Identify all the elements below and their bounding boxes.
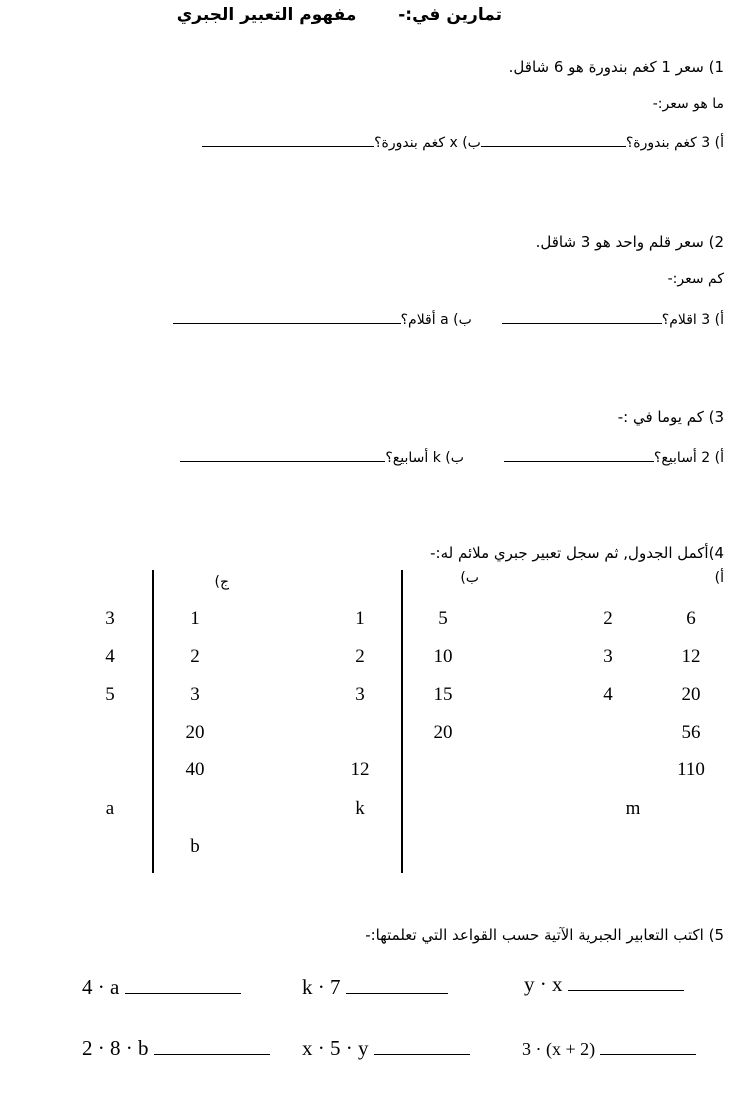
q2-answer-b[interactable] bbox=[173, 309, 401, 324]
table-b-cell: 2 bbox=[355, 646, 365, 667]
q1-part-b: ب) x كغم بندورة؟ bbox=[374, 135, 481, 151]
q2-statement: 2) سعر قلم واحد هو 3 شاقل. bbox=[535, 233, 724, 251]
table-b-cell: 10 bbox=[433, 646, 453, 667]
expression: 2 · 8 · b bbox=[82, 1036, 149, 1060]
table-b-cell: 12 bbox=[350, 759, 370, 780]
expression: x · 5 · y bbox=[302, 1036, 369, 1060]
expression-row bbox=[302, 1036, 470, 1061]
table-a-cell: 4 bbox=[603, 684, 613, 705]
expression: 3 · (x + 2) bbox=[522, 1039, 596, 1059]
table-c-cell: a bbox=[105, 798, 115, 819]
expression-row bbox=[302, 975, 448, 1000]
worksheet-title bbox=[177, 5, 502, 25]
table-a-label: أ) bbox=[714, 570, 724, 586]
expression-row bbox=[524, 972, 684, 997]
title-topic: مفهوم التعبير الجبري bbox=[176, 5, 357, 25]
q4-statement: 4)أكمل الجدول, ثم سجل تعبير جبري ملائم له:- bbox=[430, 544, 724, 562]
expression: k · 7 bbox=[302, 975, 341, 999]
table-b-cell: k bbox=[355, 798, 365, 819]
q1-prompt: ما هو سعر:- bbox=[652, 96, 724, 112]
table-divider-left bbox=[152, 570, 154, 873]
q3-statement: 3) كم يوما في :- bbox=[617, 408, 724, 426]
expression-answer[interactable] bbox=[374, 1036, 470, 1055]
q3-answer-b[interactable] bbox=[180, 447, 385, 462]
table-a-cell: 2 bbox=[603, 608, 613, 629]
expression-row bbox=[522, 1036, 696, 1060]
q3-part-b: ب) k أسابيع؟ bbox=[385, 450, 464, 466]
q1-parts bbox=[202, 132, 724, 151]
q1-statement: 1) سعر 1 كغم بندورة هو 6 شاقل. bbox=[508, 58, 724, 76]
expression-answer[interactable] bbox=[346, 975, 448, 994]
expression-row bbox=[82, 1036, 270, 1061]
q2-answer-a[interactable] bbox=[502, 309, 662, 324]
q3-parts bbox=[180, 447, 724, 466]
title-prefix: تمارين في:- bbox=[398, 5, 502, 25]
table-c-cell: 2 bbox=[190, 646, 200, 667]
table-divider-right bbox=[401, 570, 403, 873]
q1-answer-a[interactable] bbox=[481, 132, 626, 147]
expression: y · x bbox=[524, 972, 563, 996]
q2-parts bbox=[173, 309, 724, 328]
q1-part-a: أ) 3 كغم بندورة؟ bbox=[625, 135, 724, 151]
table-b-cell: 5 bbox=[438, 608, 448, 629]
table-a-cell: 56 bbox=[681, 722, 701, 743]
q3-part-a: أ) 2 أسابيع؟ bbox=[653, 450, 724, 466]
table-b-cell: 15 bbox=[433, 684, 453, 705]
q2-part-b: ب) a أقلام؟ bbox=[400, 312, 472, 328]
q1-answer-b[interactable] bbox=[202, 132, 374, 147]
table-c-cell: 3 bbox=[190, 684, 200, 705]
q2-prompt: كم سعر:- bbox=[667, 271, 724, 287]
table-c-cell: b bbox=[190, 836, 200, 857]
table-a-cell: 6 bbox=[686, 608, 696, 629]
table-c-cell: 1 bbox=[190, 608, 200, 629]
table-b-cell: 3 bbox=[355, 684, 365, 705]
table-c-cell: 3 bbox=[105, 608, 115, 629]
expression: 4 · a bbox=[82, 975, 120, 999]
table-b-label: ب) bbox=[460, 570, 479, 586]
table-c-cell: 4 bbox=[105, 646, 115, 667]
table-a-cell: m bbox=[625, 798, 641, 819]
expression-answer[interactable] bbox=[600, 1036, 696, 1055]
table-b-cell: 1 bbox=[355, 608, 365, 629]
expression-answer[interactable] bbox=[154, 1036, 270, 1055]
q5-statement: 5) اكتب التعابير الجبرية الآتية حسب القواعد التي تعلمتها:- bbox=[365, 926, 724, 944]
table-a-cell: 3 bbox=[603, 646, 613, 667]
table-c-cell: 5 bbox=[105, 684, 115, 705]
table-a-cell: 12 bbox=[681, 646, 701, 667]
table-a-cell: 110 bbox=[677, 759, 705, 780]
table-c-cell: 40 bbox=[185, 759, 205, 780]
table-a-cell: 20 bbox=[681, 684, 701, 705]
table-c-label: ج) bbox=[214, 574, 229, 590]
expression-answer[interactable] bbox=[568, 972, 684, 991]
table-b-cell: 20 bbox=[433, 722, 453, 743]
expression-row bbox=[82, 975, 241, 1000]
table-c-cell: 20 bbox=[185, 722, 205, 743]
expression-answer[interactable] bbox=[125, 975, 241, 994]
q3-answer-a[interactable] bbox=[504, 447, 654, 462]
q2-part-a: أ) 3 اقلام؟ bbox=[661, 312, 724, 328]
